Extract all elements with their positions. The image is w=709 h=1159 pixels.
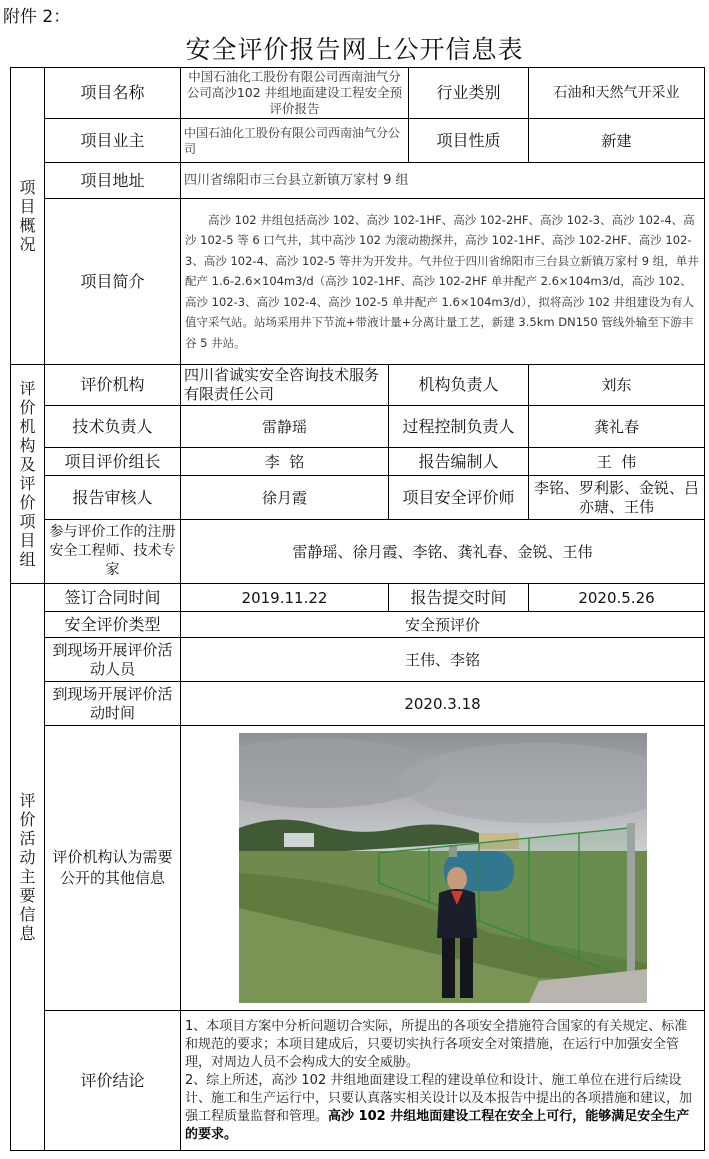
project-name-label: 项目名称 [45, 68, 181, 119]
site-photo-illustration [239, 733, 647, 1003]
site-photo [239, 733, 647, 1003]
nature-value: 新建 [529, 119, 705, 163]
team-leader-label: 项目评价组长 [45, 448, 181, 476]
report-writer-label: 报告编制人 [389, 448, 529, 476]
section-overview: 项目概况 [11, 68, 45, 365]
conclusion-value [181, 1011, 705, 1151]
project-name-value: 中国石油化工股份有限公司西南油气分公司高沙102 井组地面建设工程安全预评价报告 [181, 68, 409, 119]
project-owner-label: 项目业主 [45, 119, 181, 163]
tech-lead-value: 雷静瑶 [181, 406, 389, 448]
agency-head-label: 机构负责人 [389, 365, 529, 406]
submit-date-value: 2020.5.26 [529, 584, 705, 612]
tech-lead-label: 技术负责人 [45, 406, 181, 448]
process-lead-label: 过程控制负责人 [389, 406, 529, 448]
submit-date-label: 报告提交时间 [389, 584, 529, 612]
project-owner-value: 中国石油化工股份有限公司西南油气分公司 [181, 119, 409, 163]
safety-evaluator-value: 李铭、罗利影、金锐、吕亦瑭、王伟 [529, 476, 705, 520]
site-time-value: 2020.3.18 [181, 682, 705, 726]
section-org: 评价机构及评价项目组 [11, 365, 45, 584]
other-info-label: 评价机构认为需要公开的其他信息 [45, 726, 181, 1011]
engineers-label: 参与评价工作的注册安全工程师、技术专家 [45, 520, 181, 584]
industry-value: 石油和天然气开采业 [529, 68, 705, 119]
contract-date-value: 2019.11.22 [181, 584, 389, 612]
conclusion-paragraph-1: 1、本项目方案中分析问题切合实际，所提出的各项安全措施符合国家的有关规定、标准和规范的要求；本项目建成后，只要切实执行各项安全对策措施，在运行中加强安全管理，对周边人员不会构成大的安全威胁。 [185, 1018, 688, 1070]
reviewer-value: 徐月霞 [181, 476, 389, 520]
nature-label: 项目性质 [409, 119, 529, 163]
page-title: 安全评价报告网上公开信息表 [185, 35, 524, 64]
industry-label: 行业类别 [409, 68, 529, 119]
process-lead-value: 龚礼春 [529, 406, 705, 448]
project-address-label: 项目地址 [45, 163, 181, 199]
contract-date-label: 签订合同时间 [45, 584, 181, 612]
agency-head-value: 刘东 [529, 365, 705, 406]
team-leader-value: 李 铭 [181, 448, 389, 476]
project-address-value: 四川省绵阳市三台县立新镇万家村 9 组 [181, 163, 705, 199]
report-writer-value: 王 伟 [529, 448, 705, 476]
section-activity: 评价活动主要信息 [11, 584, 45, 1151]
project-intro-label: 项目简介 [45, 199, 181, 365]
reviewer-label: 报告审核人 [45, 476, 181, 520]
site-people-value: 王伟、李铭 [181, 638, 705, 682]
info-table [10, 67, 705, 1151]
eval-type-label: 安全评价类型 [45, 612, 181, 638]
safety-evaluator-label: 项目安全评价师 [389, 476, 529, 520]
other-info-cell [181, 726, 705, 1011]
agency-label: 评价机构 [45, 365, 181, 406]
site-people-label: 到现场开展评价活动人员 [45, 638, 181, 682]
conclusion-label: 评价结论 [45, 1011, 181, 1151]
project-intro-value: 高沙 102 井组包括高沙 102、高沙 102-1HF、高沙 102-2HF、高沙 102-3、高沙 102-4、高沙 102-5 等 6 口气井，其中高沙 102 为滚动勘探井，高沙 102-1HF、高沙 102-2HF、高沙 102-3、高沙 102-4、高沙 102-5 等井为开发井。气井位于四川省绵阳市三台县立新镇万家村 9 组，单井配产 1.6-2.6×104m3/d（高沙 102-1HF、高沙 102-2HF 单井配产 2.6×104m3/d，高沙 102、高沙 102-3、高沙 102-4、高沙 102-5 单井配产 1.6×104m3/d），拟将高沙 102 井组建设为有人值守采气站。站场采用井下节流+带液计量+分离计量工艺，新建 3.5km DN150 管线外输至下游丰谷 5 井站。 [181, 199, 705, 365]
agency-value: 四川省诚实安全咨询技术服务有限责任公司 [181, 365, 389, 406]
eval-type-value: 安全预评价 [181, 612, 705, 638]
conclusion-paragraph-2: 2、综上所述，高沙 102 井组地面建设工程的建设单位和设计、施工单位在进行后续设计、施工和生产运行中，只要认真落实相关设计以及本报告中提出的各项措施和建议，加强工程质量监督和管理。高沙 102 井组地面建设工程在安全上可行，能够满足安全生产的要求。 [185, 1072, 693, 1142]
conclusion-bold: 高沙 102 井组地面建设工程在安全上可行，能够满足安全生产的要求。 [185, 1108, 690, 1142]
site-time-label: 到现场开展评价活动时间 [45, 682, 181, 726]
engineers-value: 雷静瑶、徐月霞、李铭、龚礼春、金锐、王伟 [181, 520, 705, 584]
attachment-label: 附件 2： [3, 7, 71, 27]
